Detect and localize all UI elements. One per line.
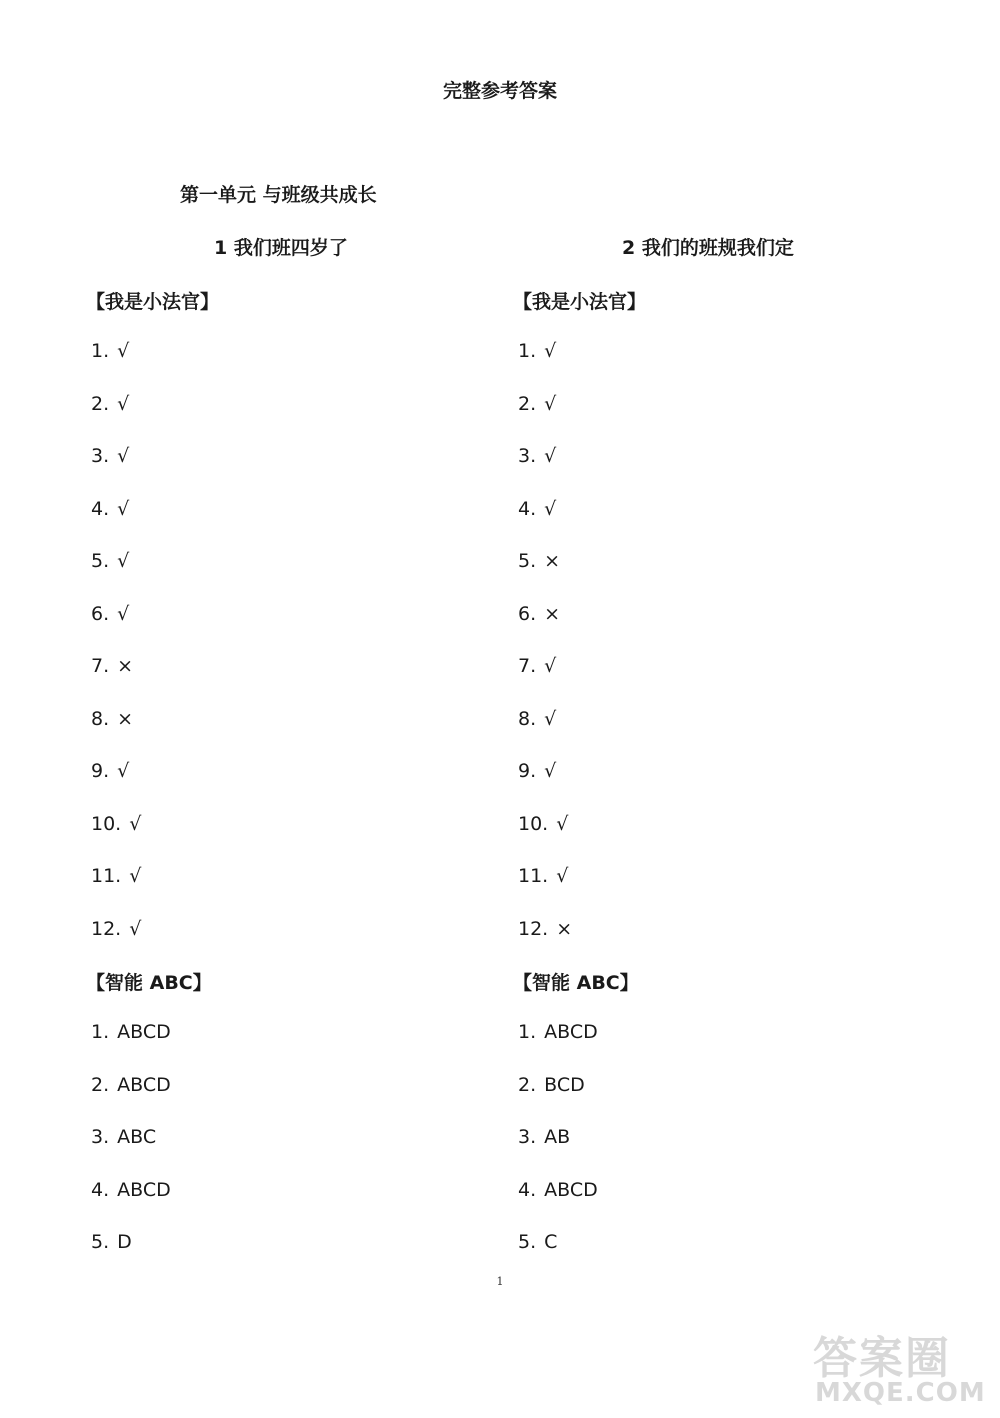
item-answer: √ — [544, 497, 557, 520]
item-number: 5. — [91, 550, 110, 572]
judge-answer-item — [518, 865, 568, 887]
judge-answer-item — [518, 550, 560, 572]
choice-answer-item — [91, 1021, 171, 1043]
item-answer: ABCD — [544, 1021, 598, 1043]
item-number: 6. — [518, 602, 537, 625]
judge-answer-item — [91, 445, 129, 467]
item-number: 1. — [518, 340, 537, 362]
item-number: 6. — [91, 602, 110, 625]
choice-answer-item — [91, 1074, 171, 1096]
item-answer: AB — [544, 1126, 571, 1148]
lesson-title: 2 我们的班规我们定 — [622, 237, 794, 259]
choice-answer-item — [91, 1126, 156, 1148]
item-number: 10. — [518, 812, 549, 835]
judge-answer-item — [91, 865, 141, 887]
judge-answer-item — [91, 393, 129, 415]
item-answer: √ — [556, 812, 569, 835]
item-answer: × — [544, 602, 561, 625]
item-answer: √ — [544, 392, 557, 415]
judge-answer-item — [91, 498, 129, 520]
item-number: 8. — [91, 707, 110, 730]
item-number: 7. — [91, 655, 110, 677]
judge-answer-item — [518, 603, 560, 625]
item-answer: ABCD — [117, 1178, 171, 1201]
choice-answer-item — [518, 1179, 598, 1201]
item-answer: √ — [544, 445, 557, 467]
lesson-title: 1 我们班四岁了 — [214, 237, 348, 259]
judge-answer-item — [518, 760, 556, 782]
item-number: 7. — [518, 655, 537, 677]
item-number: 2. — [518, 392, 537, 415]
item-number: 1. — [518, 1021, 537, 1043]
judge-answer-item — [91, 708, 133, 730]
item-answer: BCD — [544, 1073, 585, 1096]
page-number: 1 — [496, 1275, 504, 1288]
item-number: 2. — [518, 1073, 537, 1096]
item-answer: ABC — [117, 1126, 157, 1148]
judge-answer-item — [518, 918, 572, 940]
section-heading-choice: 【智能 ABC】 — [86, 972, 212, 994]
item-answer: √ — [544, 760, 557, 782]
item-answer: √ — [117, 497, 130, 520]
item-number: 11. — [518, 865, 549, 887]
item-answer: × — [117, 655, 134, 677]
item-answer: √ — [544, 340, 557, 362]
item-number: 8. — [518, 707, 537, 730]
item-number: 4. — [91, 1178, 110, 1201]
section-heading-choice: 【智能 ABC】 — [513, 972, 639, 994]
item-number: 2. — [91, 392, 110, 415]
item-answer: × — [544, 550, 561, 572]
item-number: 1. — [91, 1021, 110, 1043]
judge-answer-item — [91, 813, 141, 835]
item-answer: ABCD — [544, 1178, 598, 1201]
judge-answer-item — [518, 498, 556, 520]
item-number: 4. — [518, 1178, 537, 1201]
choice-answer-item — [518, 1021, 598, 1043]
judge-answer-item — [91, 918, 141, 940]
item-number: 4. — [91, 497, 110, 520]
item-answer: ABCD — [117, 1073, 171, 1096]
judge-answer-item — [91, 655, 133, 677]
item-answer: √ — [117, 760, 130, 782]
choice-answer-item — [518, 1231, 557, 1253]
choice-answer-item — [91, 1179, 171, 1201]
judge-answer-item — [91, 550, 129, 572]
item-answer: √ — [117, 392, 130, 415]
item-number: 3. — [91, 445, 110, 467]
item-answer: √ — [129, 865, 142, 887]
item-answer: √ — [129, 917, 142, 940]
judge-answer-item — [518, 340, 556, 362]
item-number: 5. — [91, 1231, 110, 1253]
section-heading-judge: 【我是小法官】 — [86, 291, 220, 313]
item-number: 3. — [91, 1126, 110, 1148]
item-answer: √ — [117, 550, 130, 572]
item-answer: √ — [117, 445, 130, 467]
item-number: 3. — [518, 1126, 537, 1148]
item-answer: √ — [544, 707, 557, 730]
choice-answer-item — [518, 1126, 570, 1148]
item-answer: × — [117, 707, 134, 730]
judge-answer-item — [518, 708, 556, 730]
unit-title: 第一单元 与班级共成长 — [180, 184, 377, 206]
item-number: 11. — [91, 865, 122, 887]
item-number: 10. — [91, 812, 122, 835]
item-answer: ABCD — [117, 1021, 171, 1043]
item-answer: √ — [117, 340, 130, 362]
item-number: 12. — [91, 917, 122, 940]
judge-answer-item — [91, 760, 129, 782]
item-number: 2. — [91, 1073, 110, 1096]
watermark-url: MXQE.COM — [815, 1378, 986, 1408]
judge-answer-item — [518, 655, 556, 677]
choice-answer-item — [91, 1231, 132, 1253]
judge-answer-item — [91, 603, 129, 625]
item-answer: √ — [117, 602, 130, 625]
item-number: 12. — [518, 917, 549, 940]
item-number: 5. — [518, 550, 537, 572]
judge-answer-item — [518, 445, 556, 467]
judge-answer-item — [518, 393, 556, 415]
watermark-logo — [805, 1322, 995, 1412]
item-number: 9. — [91, 760, 110, 782]
section-heading-judge: 【我是小法官】 — [513, 291, 647, 313]
judge-answer-item — [91, 340, 129, 362]
item-number: 3. — [518, 445, 537, 467]
choice-answer-item — [518, 1074, 585, 1096]
item-answer: √ — [129, 812, 142, 835]
item-number: 9. — [518, 760, 537, 782]
item-number: 4. — [518, 497, 537, 520]
item-answer: √ — [544, 655, 557, 677]
judge-answer-item — [518, 813, 568, 835]
item-number: 5. — [518, 1231, 537, 1253]
item-answer: √ — [556, 865, 569, 887]
item-answer: D — [117, 1231, 132, 1253]
item-number: 1. — [91, 340, 110, 362]
watermark-text: 答案圈 — [813, 1333, 951, 1384]
item-answer: × — [556, 917, 573, 940]
page-title: 完整参考答案 — [442, 80, 557, 102]
item-answer: C — [544, 1231, 558, 1253]
